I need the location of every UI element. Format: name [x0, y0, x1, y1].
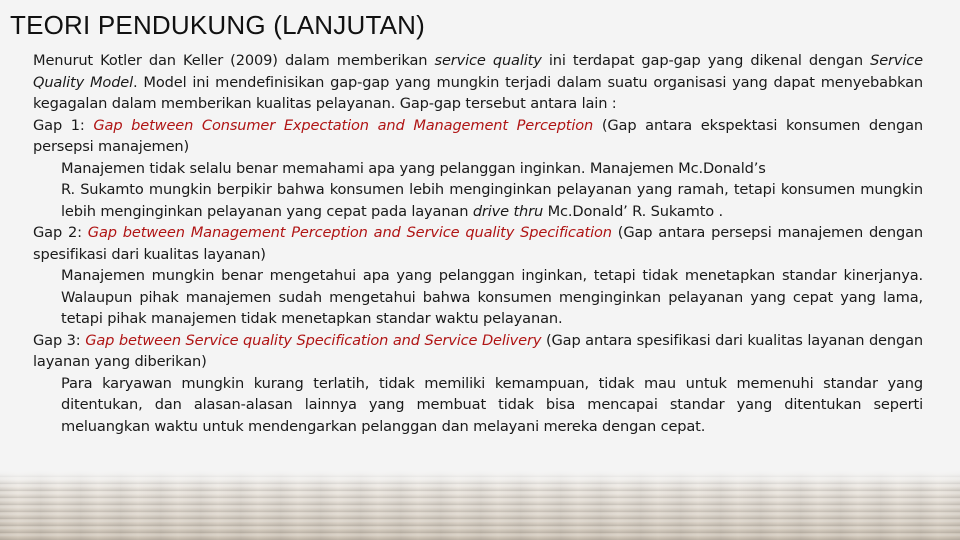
gap1-label: Gap 1: — [33, 116, 94, 134]
intro-text: . Model ini mendefinisikan gap-gap yang mungkin terjadi dalam suatu organisasi yang dapat menyebabkan kegagalan dalam memberikan kualitas pelayanan. Gap-gap tersebut antara lain : — [33, 73, 924, 112]
gap3-description: (Gap antara spesifikasi dari kualitas layanan dengan layanan yang diberikan) — [33, 331, 923, 370]
intro-emphasis: Service Quality Model — [33, 52, 923, 91]
gap2-label: Gap 2: — [33, 224, 88, 241]
intro-text: Menurut Kotler dan Keller (2009) dalam memberikan — [33, 52, 435, 69]
slide-title: TEORI PENDUKUNG (LANJUTAN) — [10, 10, 425, 40]
gap2-title: Gap between Management Perception and Service quality Specification — [87, 224, 612, 241]
gap3-label: Gap 3: — [33, 331, 86, 349]
gap1-heading — [33, 115, 923, 158]
wood-texture-footer — [0, 470, 960, 540]
gap1-description: (Gap antara ekspektasi konsumen dengan persepsi manajemen) — [33, 116, 923, 155]
gap1-detail — [33, 179, 923, 222]
gap2-description: (Gap antara persepsi manajemen dengan spesifikasi dari kualitas layanan) — [33, 224, 923, 263]
gap3-title: Gap between Service quality Specification and Service Delivery — [85, 331, 542, 349]
gap1-detail-emphasis: drive thru — [472, 202, 544, 220]
slide-body — [33, 50, 923, 437]
gap3-heading — [33, 330, 923, 373]
intro-text: ini terdapat gap-gap yang dikenal dengan — [541, 52, 871, 69]
gap1-detail-text: Mc.Donald’ R. Sukamto . — [543, 202, 724, 220]
intro-emphasis: service quality — [434, 52, 542, 69]
gap3-detail: Para karyawan mungkin kurang terlatih, tidak memiliki kemampuan, tidak mau untuk memenuhi standar yang ditentukan, dan alasan-alasan lainnya yang membuat tidak bisa mencapai standar yang ditentukan seperti meluangkan waktu untuk mendengarkan pelanggan dan melayani mereka dengan cepat. — [61, 374, 923, 435]
gap2-detail: Manajemen mungkin benar mengetahui apa yang pelanggan inginkan, tetapi tidak menetapkan standar kinerjanya. Walaupun pihak manajemen sudah mengetahui bahwa konsumen menginginkan pelayanan yang cepat yang lama, tetapi pihak manajemen tidak menetapkan standar waktu pelayanan. — [61, 267, 923, 327]
gap2-heading — [33, 222, 923, 265]
gap1-detail-text: R. Sukamto mungkin berpikir bahwa konsumen lebih menginginkan pelayanan yang ramah, tetapi konsumen mungkin lebih menginginkan pelayanan yang cepat pada layanan — [61, 181, 923, 220]
intro-paragraph — [33, 50, 923, 115]
gap1-detail-line1: Manajemen tidak selalu benar memahami apa yang pelanggan inginkan. Manajemen Mc.Donald’s — [61, 159, 766, 177]
gap1-title: Gap between Consumer Expectation and Management Perception — [93, 116, 594, 134]
